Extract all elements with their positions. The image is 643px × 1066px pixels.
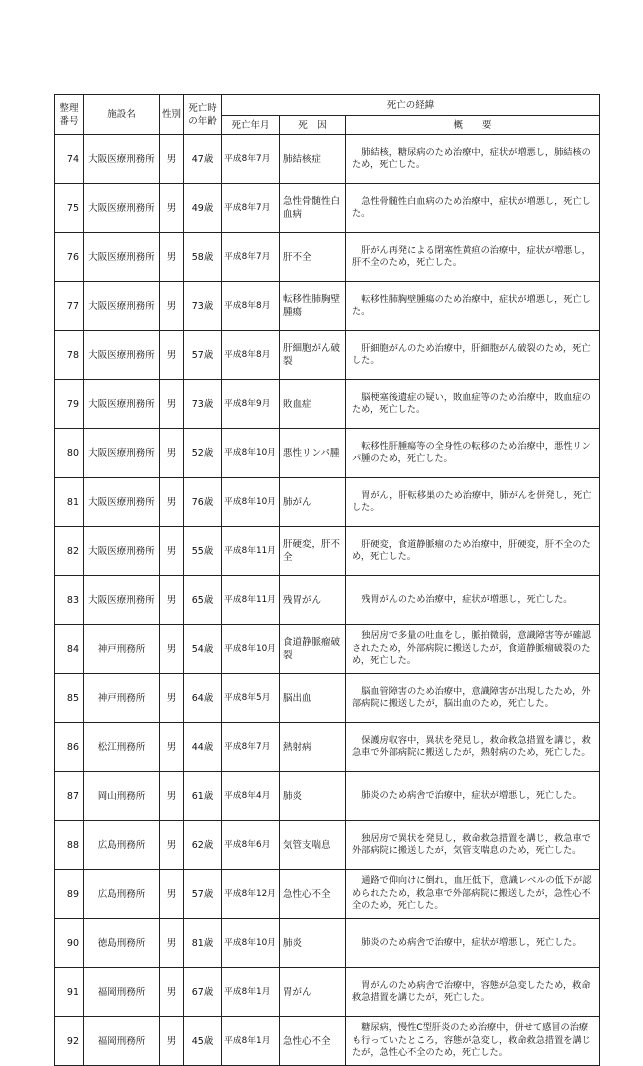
header-facility: 施設名 xyxy=(84,95,160,135)
death-date: 平成8年10月 xyxy=(222,919,280,968)
row-number: 76 xyxy=(55,233,84,282)
age-at-death: 62歳 xyxy=(184,821,222,870)
cause-of-death: 脳出血 xyxy=(280,674,346,723)
age-at-death: 45歳 xyxy=(184,1017,222,1066)
row-number: 87 xyxy=(55,772,84,821)
summary-text: 脳梗塞後遺症の疑い，敗血症等のため治療中，敗血症のため，死亡した。 xyxy=(352,391,591,415)
sex: 男 xyxy=(160,135,184,184)
cause-of-death: 急性骨髄性白血病 xyxy=(280,184,346,233)
summary xyxy=(346,674,600,723)
header-process: 死亡の経緯 xyxy=(222,95,600,116)
row-number: 77 xyxy=(55,282,84,331)
sex: 男 xyxy=(160,331,184,380)
cause-of-death: 転移性肺胸壁腫瘍 xyxy=(280,282,346,331)
summary-text: 肝細胞がんのため治療中，肝細胞がん破裂のため，死亡した。 xyxy=(352,342,591,366)
cause-of-death: 気管支喘息 xyxy=(280,821,346,870)
summary-text: 肝硬変，食道静脈瘤のため治療中，肝硬変，肝不全のため，死亡した。 xyxy=(352,538,591,562)
row-number: 84 xyxy=(55,625,84,674)
table-row xyxy=(55,870,600,919)
row-number: 83 xyxy=(55,576,84,625)
summary-text: 通路で仰向けに倒れ，血圧低下，意識レベルの低下が認められたため，救急車で外部病院に搬送したが，急性心不全のため，死亡した。 xyxy=(352,875,592,912)
summary xyxy=(346,233,600,282)
table-row xyxy=(55,919,600,968)
table-row xyxy=(55,821,600,870)
cause-of-death: 熱射病 xyxy=(280,723,346,772)
cause-of-death: 肝硬変，肝不全 xyxy=(280,527,346,576)
header-age: 死亡時の年齢 xyxy=(184,95,222,135)
sex: 男 xyxy=(160,772,184,821)
summary xyxy=(346,380,600,429)
summary-text: 肺結核，糖尿病のため治療中，症状が増悪し，肺結核のため，死亡した。 xyxy=(352,146,591,170)
death-date: 平成8年12月 xyxy=(222,870,280,919)
summary xyxy=(346,135,600,184)
facility-name: 松江刑務所 xyxy=(84,723,160,772)
facility-name: 大阪医療刑務所 xyxy=(84,282,160,331)
summary xyxy=(346,184,600,233)
row-number: 92 xyxy=(55,1017,84,1066)
facility-name: 大阪医療刑務所 xyxy=(84,233,160,282)
facility-name: 大阪医療刑務所 xyxy=(84,331,160,380)
age-at-death: 52歳 xyxy=(184,429,222,478)
cause-of-death: 急性心不全 xyxy=(280,870,346,919)
summary-text: 胃がんのため病舎で治療中，容態が急変したため，救命救急措置を講じたが，死亡した。 xyxy=(352,979,591,1003)
summary xyxy=(346,919,600,968)
sex: 男 xyxy=(160,723,184,772)
header-cause: 死 因 xyxy=(280,116,346,135)
facility-name: 福岡刑務所 xyxy=(84,968,160,1017)
age-at-death: 58歳 xyxy=(184,233,222,282)
summary-text: 残胃がんのため治療中，症状が増悪し，死亡した。 xyxy=(361,593,573,605)
cause-of-death: 食道静脈瘤破裂 xyxy=(280,625,346,674)
death-date: 平成8年7月 xyxy=(222,723,280,772)
death-date: 平成8年6月 xyxy=(222,821,280,870)
death-date: 平成8年1月 xyxy=(222,1017,280,1066)
table-body xyxy=(55,135,600,1066)
row-number: 79 xyxy=(55,380,84,429)
sex: 男 xyxy=(160,1017,184,1066)
sex: 男 xyxy=(160,429,184,478)
death-date: 平成8年11月 xyxy=(222,527,280,576)
summary-text: 肺炎のため病舎で治療中，症状が増悪し，死亡した。 xyxy=(361,789,582,801)
death-date: 平成8年10月 xyxy=(222,625,280,674)
summary-text: 脳血管障害のため治療中，意識障害が出現したため，外部病院に搬送したが，脳出血のため，死亡した。 xyxy=(352,685,591,709)
cause-of-death: 残胃がん xyxy=(280,576,346,625)
death-date: 平成8年8月 xyxy=(222,282,280,331)
cause-of-death: 肺結核症 xyxy=(280,135,346,184)
death-date: 平成8年5月 xyxy=(222,674,280,723)
summary-text: 独居房で多量の吐血をし，脈拍微弱，意識障害等が確認されたため，外部病院に搬送したが，食道静脈瘤破裂のため，死亡した。 xyxy=(352,630,591,667)
summary xyxy=(346,576,600,625)
death-date: 平成8年1月 xyxy=(222,968,280,1017)
facility-name: 大阪医療刑務所 xyxy=(84,135,160,184)
age-at-death: 76歳 xyxy=(184,478,222,527)
age-at-death: 55歳 xyxy=(184,527,222,576)
age-at-death: 73歳 xyxy=(184,380,222,429)
table-row xyxy=(55,968,600,1017)
summary-text: 胃がん，肝転移巣のため治療中，肺がんを併発し，死亡した。 xyxy=(352,489,592,513)
facility-name: 神戸刑務所 xyxy=(84,674,160,723)
row-number: 85 xyxy=(55,674,84,723)
row-number: 75 xyxy=(55,184,84,233)
facility-name: 大阪医療刑務所 xyxy=(84,184,160,233)
table-row xyxy=(55,184,600,233)
table-row xyxy=(55,772,600,821)
cause-of-death: 敗血症 xyxy=(280,380,346,429)
summary-text: 保護房収容中，異状を発見し，救命救急措置を講じ，救急車で外部病院に搬送したが，熱射病のため，死亡した。 xyxy=(352,734,591,758)
age-at-death: 57歳 xyxy=(184,331,222,380)
age-at-death: 49歳 xyxy=(184,184,222,233)
table-row xyxy=(55,576,600,625)
facility-name: 広島刑務所 xyxy=(84,870,160,919)
summary xyxy=(346,723,600,772)
table-row xyxy=(55,527,600,576)
table-row xyxy=(55,1017,600,1066)
summary xyxy=(346,870,600,919)
death-date: 平成8年7月 xyxy=(222,135,280,184)
cause-of-death: 肝細胞がん破裂 xyxy=(280,331,346,380)
summary-text: 急性骨髄性白血病のため治療中，症状が増悪し，死亡した。 xyxy=(352,195,591,219)
summary xyxy=(346,478,600,527)
sex: 男 xyxy=(160,380,184,429)
facility-name: 広島刑務所 xyxy=(84,821,160,870)
sex: 男 xyxy=(160,527,184,576)
cause-of-death: 肺炎 xyxy=(280,772,346,821)
age-at-death: 57歳 xyxy=(184,870,222,919)
table-row xyxy=(55,429,600,478)
row-number: 86 xyxy=(55,723,84,772)
header-row-1 xyxy=(55,95,600,116)
cause-of-death: 肺炎 xyxy=(280,919,346,968)
header-sex: 性別 xyxy=(160,95,184,135)
summary xyxy=(346,331,600,380)
death-date: 平成8年7月 xyxy=(222,233,280,282)
row-number: 88 xyxy=(55,821,84,870)
sex: 男 xyxy=(160,870,184,919)
sex: 男 xyxy=(160,968,184,1017)
row-number: 82 xyxy=(55,527,84,576)
header-number: 整理番号 xyxy=(55,95,84,135)
summary xyxy=(346,821,600,870)
summary-text: 糖尿病，慢性C型肝炎のため治療中，併せて感冒の治療も行っていたところ，容態が急変し，救命救急措置を講じたが，急性心不全のため，死亡した。 xyxy=(352,1022,591,1059)
sex: 男 xyxy=(160,919,184,968)
table-row xyxy=(55,674,600,723)
cause-of-death: 悪性リンパ腫 xyxy=(280,429,346,478)
death-date: 平成8年8月 xyxy=(222,331,280,380)
summary xyxy=(346,772,600,821)
death-date: 平成8年11月 xyxy=(222,576,280,625)
facility-name: 岡山刑務所 xyxy=(84,772,160,821)
facility-name: 大阪医療刑務所 xyxy=(84,429,160,478)
age-at-death: 47歳 xyxy=(184,135,222,184)
summary-text: 転移性肺胸壁腫瘍のため治療中，症状が増悪し，死亡した。 xyxy=(352,293,591,317)
table-row xyxy=(55,380,600,429)
table-row xyxy=(55,282,600,331)
table-row xyxy=(55,331,600,380)
sex: 男 xyxy=(160,184,184,233)
cause-of-death: 胃がん xyxy=(280,968,346,1017)
age-at-death: 64歳 xyxy=(184,674,222,723)
sex: 男 xyxy=(160,576,184,625)
sex: 男 xyxy=(160,821,184,870)
facility-name: 大阪医療刑務所 xyxy=(84,478,160,527)
row-number: 91 xyxy=(55,968,84,1017)
death-date: 平成8年9月 xyxy=(222,380,280,429)
age-at-death: 73歳 xyxy=(184,282,222,331)
cause-of-death: 肝不全 xyxy=(280,233,346,282)
facility-name: 神戸刑務所 xyxy=(84,625,160,674)
row-number: 81 xyxy=(55,478,84,527)
sex: 男 xyxy=(160,233,184,282)
summary xyxy=(346,1017,600,1066)
header-date: 死亡年月 xyxy=(222,116,280,135)
facility-name: 福岡刑務所 xyxy=(84,1017,160,1066)
sex: 男 xyxy=(160,478,184,527)
sex: 男 xyxy=(160,282,184,331)
death-date: 平成8年7月 xyxy=(222,184,280,233)
summary xyxy=(346,625,600,674)
sex: 男 xyxy=(160,625,184,674)
table-row xyxy=(55,625,600,674)
facility-name: 大阪医療刑務所 xyxy=(84,576,160,625)
summary xyxy=(346,527,600,576)
summary xyxy=(346,429,600,478)
age-at-death: 54歳 xyxy=(184,625,222,674)
table-row xyxy=(55,478,600,527)
sex: 男 xyxy=(160,674,184,723)
death-date: 平成8年10月 xyxy=(222,478,280,527)
table-row xyxy=(55,135,600,184)
summary-text: 肝がん再発による閉塞性黄疸の治療中，症状が増悪し，肝不全のため，死亡した。 xyxy=(352,244,591,268)
death-date: 平成8年10月 xyxy=(222,429,280,478)
age-at-death: 61歳 xyxy=(184,772,222,821)
age-at-death: 44歳 xyxy=(184,723,222,772)
summary-text: 転移性肝腫瘍等の全身性の転移のため治療中，悪性リンパ腫のため，死亡した。 xyxy=(352,440,591,464)
age-at-death: 67歳 xyxy=(184,968,222,1017)
table-row xyxy=(55,233,600,282)
summary xyxy=(346,282,600,331)
facility-name: 大阪医療刑務所 xyxy=(84,527,160,576)
summary xyxy=(346,968,600,1017)
header-summary: 概 要 xyxy=(346,116,600,135)
age-at-death: 81歳 xyxy=(184,919,222,968)
cause-of-death: 急性心不全 xyxy=(280,1017,346,1066)
facility-name: 大阪医療刑務所 xyxy=(84,380,160,429)
facility-name: 徳島刑務所 xyxy=(84,919,160,968)
row-number: 89 xyxy=(55,870,84,919)
cause-of-death: 肺がん xyxy=(280,478,346,527)
row-number: 90 xyxy=(55,919,84,968)
table-row xyxy=(55,723,600,772)
summary-text: 独居房で異状を発見し，救命救急措置を講じ，救急車で外部病院に搬送したが，気管支喘息のため，死亡した。 xyxy=(352,832,591,856)
summary-text: 肺炎のため病舎で治療中，症状が増悪し，死亡した。 xyxy=(361,936,582,948)
age-at-death: 65歳 xyxy=(184,576,222,625)
row-number: 80 xyxy=(55,429,84,478)
death-date: 平成8年4月 xyxy=(222,772,280,821)
death-records-table xyxy=(54,94,600,1066)
row-number: 78 xyxy=(55,331,84,380)
row-number: 74 xyxy=(55,135,84,184)
